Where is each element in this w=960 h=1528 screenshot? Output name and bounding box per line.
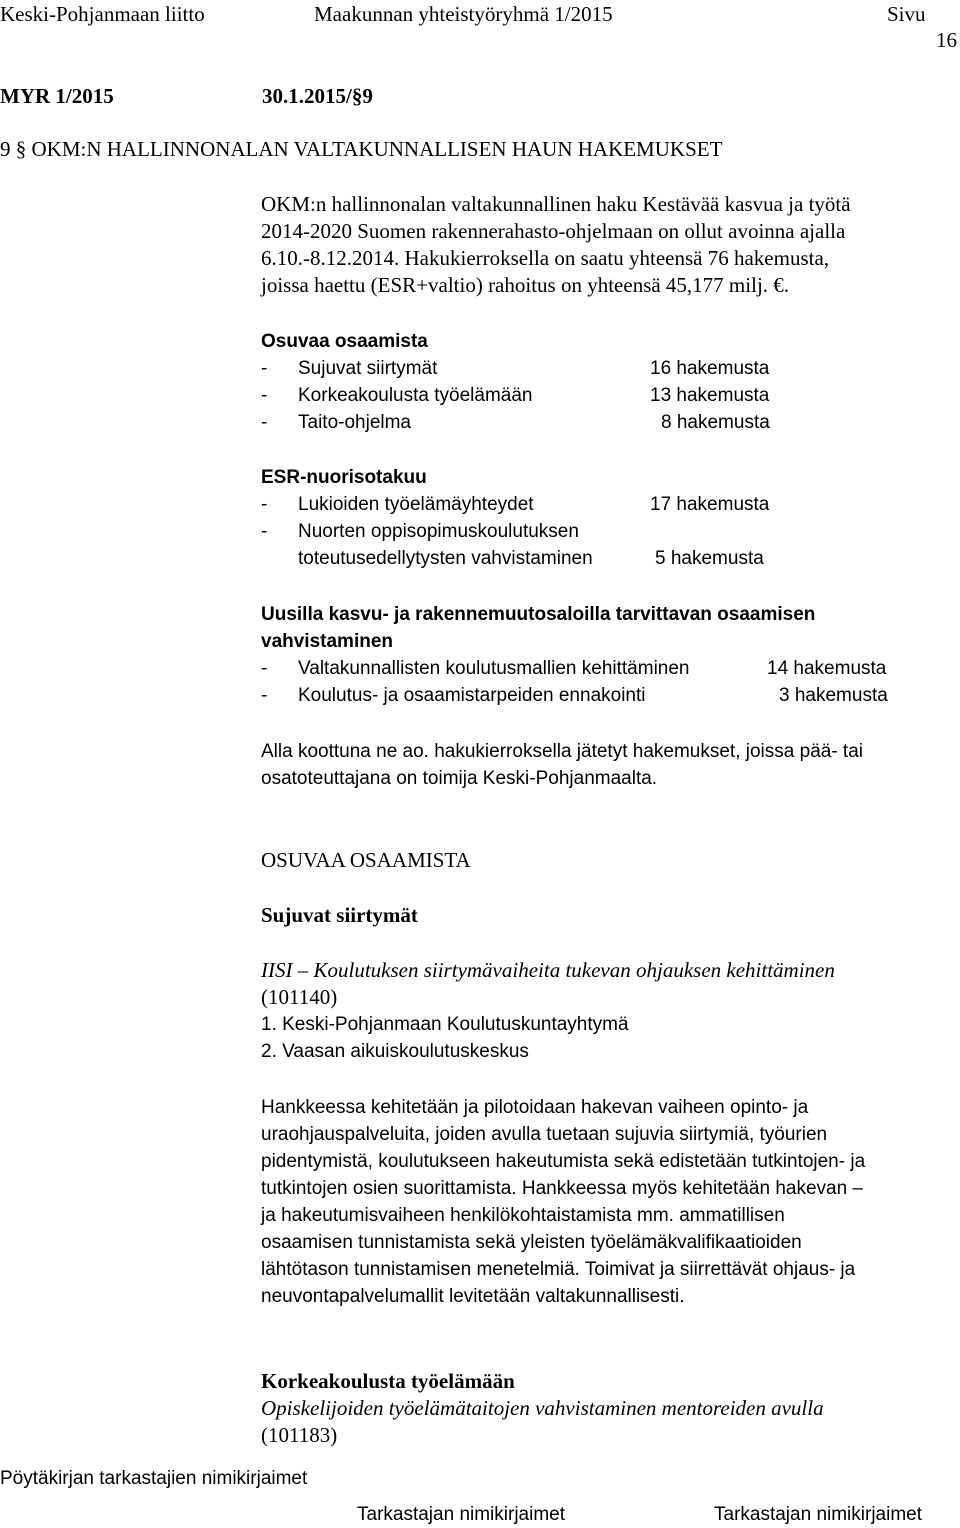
description-line: uraohjauspalveluita, joiden avulla tuetaan sujuvia siirtymiä, työurien xyxy=(261,1124,828,1145)
intro-line: joissa haettu (ESR+valtio) rahoitus on yhteensä 45,177 milj. €. xyxy=(261,273,790,297)
section-title: 9 § OKM:N HALLINNONALAN VALTAKUNNALLISEN HAUN HAKEMUKSET xyxy=(0,137,723,161)
list-item-label: Koulutus- ja osaamistarpeiden ennakointi xyxy=(298,685,646,706)
intro-line: OKM:n hallinnonalan valtakunnallinen haku Kestävää kasvua ja työtä xyxy=(261,192,851,216)
implementer: 2. Vaasan aikuiskoulutuskeskus xyxy=(261,1041,529,1062)
description-line: Hankkeessa kehitetään ja pilotoidaan hakevan vaiheen opinto- ja xyxy=(261,1097,809,1118)
doc-ref: MYR 1/2015 xyxy=(0,84,114,108)
footer-checker-2: Tarkastajan nimikirjaimet xyxy=(714,1504,923,1525)
header-meeting: Maakunnan yhteistyöryhmä 1/2015 xyxy=(314,2,613,26)
list-item-count: 13 hakemusta xyxy=(650,385,770,406)
list-item-label: Lukioiden työelämäyhteydet xyxy=(298,494,534,515)
section-heading-osuvaa: OSUVAA OSAAMISTA xyxy=(261,848,471,872)
header-page-label: Sivu xyxy=(887,2,926,26)
list-dash: - xyxy=(261,385,268,406)
project-title: Opiskelijoiden työelämätaitojen vahvistaminen mentoreiden avulla xyxy=(261,1396,824,1420)
list-item-label: Nuorten oppisopimuskoulutuksen xyxy=(298,521,579,542)
list-item-count: 5 hakemusta xyxy=(655,548,764,569)
list-dash: - xyxy=(261,412,268,433)
subsection-heading-korkeakoulu: Korkeakoulusta työelämään xyxy=(261,1369,515,1393)
date-ref: 30.1.2015/§9 xyxy=(262,84,373,108)
intro-line: 6.10.-8.12.2014. Hakukierroksella on saatu yhteensä 76 hakemusta, xyxy=(261,246,830,270)
project-title: IISI – Koulutuksen siirtymävaiheita tukevan ohjauksen kehittäminen xyxy=(261,958,835,982)
list-item-label: Taito-ohjelma xyxy=(298,412,411,433)
list-item-count: 14 hakemusta xyxy=(767,658,887,679)
group-title-continued: vahvistaminen xyxy=(261,631,393,652)
list-item-count: 8 hakemusta xyxy=(661,412,770,433)
list-item-count: 16 hakemusta xyxy=(650,358,770,379)
list-dash: - xyxy=(261,658,268,679)
description-line: lähtötason tunnistamisen menetelmiä. Toimivat ja siirrettävät ohjaus- ja xyxy=(261,1259,856,1280)
summary-line: osatoteuttajana on toimija Keski-Pohjanmaalta. xyxy=(261,768,658,789)
group-title: ESR-nuorisotakuu xyxy=(261,467,427,488)
description-line: ja hakeutumisvaiheen henkilökohtaistamista mm. ammatillisen xyxy=(261,1205,785,1226)
list-dash: - xyxy=(261,494,268,515)
implementer: 1. Keski-Pohjanmaan Koulutuskuntayhtymä xyxy=(261,1014,629,1035)
list-item-label-continued: toteutusedellytysten vahvistaminen xyxy=(298,548,593,569)
list-item-count: 3 hakemusta xyxy=(779,685,888,706)
group-title: Uusilla kasvu- ja rakennemuutosaloilla tarvittavan osaamisen xyxy=(261,604,816,625)
project-code: (101140) xyxy=(261,985,338,1009)
group-title: Osuvaa osaamista xyxy=(261,331,428,352)
project-code: (101183) xyxy=(261,1423,338,1447)
list-item-label: Valtakunnallisten koulutusmallien kehittäminen xyxy=(298,658,690,679)
footer-checker-1: Tarkastajan nimikirjaimet xyxy=(357,1504,566,1525)
intro-line: 2014-2020 Suomen rakennerahasto-ohjelmaan on ollut avoinna ajalla xyxy=(261,219,846,243)
header-page-number: 16 xyxy=(936,28,957,52)
list-item-count: 17 hakemusta xyxy=(650,494,770,515)
list-dash: - xyxy=(261,358,268,379)
list-dash: - xyxy=(261,521,268,542)
header-org: Keski-Pohjanmaan liitto xyxy=(0,2,205,26)
description-line: neuvontapalvelumallit levitetään valtakunnallisesti. xyxy=(261,1286,685,1307)
list-item-label: Korkeakoulusta työelämään xyxy=(298,385,533,406)
list-item-label: Sujuvat siirtymät xyxy=(298,358,438,379)
description-line: pidentymistä, koulutukseen hakeutumista sekä edistetään tutkintojen- ja xyxy=(261,1151,866,1172)
subsection-heading-sujuvat: Sujuvat siirtymät xyxy=(261,903,418,927)
summary-line: Alla koottuna ne ao. hakukierroksella jätetyt hakemukset, joissa pää- tai xyxy=(261,741,863,762)
description-line: tutkintojen osien suorittamista. Hankkeessa myös kehitetään hakevan – xyxy=(261,1178,863,1199)
footer-minutes-checkers: Pöytäkirjan tarkastajien nimikirjaimet xyxy=(0,1468,308,1489)
description-line: osaamisen tunnistamista sekä yleisten työelämäkvalifikaatioiden xyxy=(261,1232,802,1253)
list-dash: - xyxy=(261,685,268,706)
